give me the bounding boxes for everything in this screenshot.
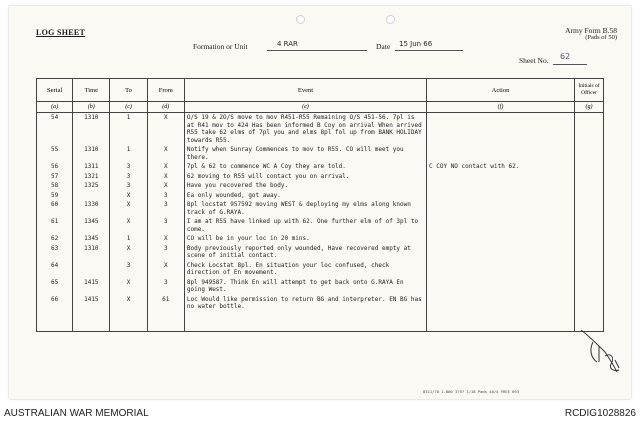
cell-initials <box>574 234 603 244</box>
formation-value: 4 RAR <box>277 40 298 48</box>
cell-to: 1 <box>110 113 147 146</box>
cell-time: 1415 <box>73 278 110 295</box>
table-row <box>37 162 604 172</box>
cell-time: 1415 <box>73 295 110 332</box>
cell-to: X <box>110 200 147 217</box>
cell-time: 1330 <box>73 200 110 217</box>
cell-to: 1 <box>110 145 147 162</box>
cell-initials <box>574 172 603 182</box>
cell-action <box>427 244 575 261</box>
cell-event: O/S 19 & 2O/S move to mov R451-R55 Remaining O/S 451-56. 7pl is at R41 mov to 424 Has been informed B Coy on arrival When arrived R55 take 62 elms of 7pl you and elms 8pl fol up from BANK HOLIDAY towards R55. <box>184 113 426 146</box>
cell-serial: 61 <box>37 217 73 234</box>
cell-action <box>427 172 575 182</box>
table-row <box>37 261 604 278</box>
sheet-number-underline <box>553 64 587 65</box>
cell-to: X <box>110 244 147 261</box>
table-row <box>37 244 604 261</box>
cell-from: X <box>147 145 184 162</box>
table-letter-row <box>37 102 604 113</box>
cell-serial: 57 <box>37 172 73 182</box>
cell-initials <box>574 162 603 172</box>
footer-reference: RCDIG1028826 <box>564 408 636 419</box>
formation-underline <box>267 50 367 51</box>
cell-serial: 62 <box>37 234 73 244</box>
cell-time: 1345 <box>73 217 110 234</box>
date-value: 15 Jun 66 <box>399 40 433 48</box>
letter-c: (c) <box>110 102 147 113</box>
army-form-number: Army Form B.58 <box>565 26 617 35</box>
sheet-number-value: 62 <box>560 52 571 61</box>
cell-action <box>427 295 575 332</box>
punch-hole-left <box>296 15 305 24</box>
table-row <box>37 234 604 244</box>
cell-event: Notify when Sunray Commences to mov to R55. CO will meet you there. <box>184 145 426 162</box>
cell-time: 1310 <box>73 113 110 146</box>
cell-to: X <box>110 191 147 201</box>
cell-to: X <box>110 278 147 295</box>
cell-initials <box>574 191 603 201</box>
table-row <box>37 191 604 201</box>
cell-initials <box>574 278 603 295</box>
cell-serial: 65 <box>37 278 73 295</box>
letter-f: (f) <box>427 102 575 113</box>
table-header-row <box>37 79 604 102</box>
cell-to: X <box>110 217 147 234</box>
cell-initials <box>574 200 603 217</box>
cell-initials <box>574 261 603 278</box>
cell-from: X <box>147 234 184 244</box>
form-title: LOG SHEET <box>36 28 86 37</box>
cell-serial: 60 <box>37 200 73 217</box>
cell-event: I am at R55 have linked up with 62. One further elm of of 3pl to come. <box>184 217 426 234</box>
pads-note: (Pads of 50) <box>585 34 617 41</box>
cell-event: 8pl 949587. Think En will attempt to get back onto G.RAYA En going West. <box>184 278 426 295</box>
cell-serial: 58 <box>37 181 73 191</box>
cell-from: 61 <box>147 295 184 332</box>
date-label: Date <box>376 42 391 51</box>
sheet-number-label: Sheet No. <box>519 56 549 65</box>
header-serial: Serial <box>37 79 73 102</box>
cell-time: 1325 <box>73 181 110 191</box>
cell-from: X <box>147 181 184 191</box>
table-row <box>37 217 604 234</box>
punch-hole-right <box>386 15 395 24</box>
print-code: 8311/70 1.000 3?97 1/18 Pads 40/4 FREE 693 <box>423 389 520 394</box>
cell-from: X <box>147 172 184 182</box>
cell-time: 1321 <box>73 172 110 182</box>
cell-serial: 59 <box>37 191 73 201</box>
log-table <box>36 78 604 332</box>
table-row <box>37 278 604 295</box>
cell-event: Check Locstat 8pl. En situation your loc confused, check direction of En movement. <box>184 261 426 278</box>
cell-event: Loc Would like permission to return BG and interpreter. EN BG has no water bottle. <box>184 295 426 332</box>
header-time: Time <box>73 79 110 102</box>
header-to: To <box>110 79 147 102</box>
header-event: Event <box>184 79 426 102</box>
cell-serial: 64 <box>37 261 73 278</box>
cell-from: 3 <box>147 278 184 295</box>
cell-serial: 55 <box>37 145 73 162</box>
table-row <box>37 172 604 182</box>
cell-serial: 66 <box>37 295 73 332</box>
date-underline <box>395 50 463 51</box>
cell-initials <box>574 217 603 234</box>
cell-event: CO will be in your loc in 20 mins. <box>184 234 426 244</box>
cell-serial: 63 <box>37 244 73 261</box>
cell-action <box>427 217 575 234</box>
cell-time: 1311 <box>73 162 110 172</box>
log-sheet-page <box>9 6 631 399</box>
cell-to: 3 <box>110 261 147 278</box>
table-row <box>37 295 604 332</box>
cell-from: 3 <box>147 200 184 217</box>
cell-from: 3 <box>147 217 184 234</box>
cell-action <box>427 181 575 191</box>
cell-serial: 56 <box>37 162 73 172</box>
cell-action <box>427 261 575 278</box>
cell-to: X <box>110 295 147 332</box>
formation-label: Formation or Unit <box>193 42 248 51</box>
header-from: From <box>147 79 184 102</box>
cell-to: 1 <box>110 234 147 244</box>
table-row <box>37 181 604 191</box>
cell-initials <box>574 145 603 162</box>
cell-initials <box>574 244 603 261</box>
cell-to: 3 <box>110 181 147 191</box>
table-row <box>37 145 604 162</box>
cell-action <box>427 278 575 295</box>
cell-time <box>73 191 110 201</box>
cell-action <box>427 113 575 146</box>
header-action: Action <box>427 79 575 102</box>
letter-g: (g) <box>574 102 603 113</box>
letter-e: (e) <box>184 102 426 113</box>
cell-time: 1345 <box>73 234 110 244</box>
cell-serial: 54 <box>37 113 73 146</box>
table-row <box>37 200 604 217</box>
cell-event: 8pl locstat 957592 moving WEST & deploying my elms along known track of G.RAYA. <box>184 200 426 217</box>
cell-from: 3 <box>147 191 184 201</box>
table-row <box>37 113 604 146</box>
cell-event: 62 moving to R55 will contact you on arrival. <box>184 172 426 182</box>
cell-event: 7pl & 62 to commence WC A Coy they are told. <box>184 162 426 172</box>
cell-from: X <box>147 113 184 146</box>
letter-b: (b) <box>73 102 110 113</box>
cell-from: 3 <box>147 244 184 261</box>
cell-event: Ea only wounded, got away. <box>184 191 426 201</box>
cell-to: 3 <box>110 162 147 172</box>
cell-initials <box>574 113 603 146</box>
cell-time: 1310 <box>73 244 110 261</box>
cell-from: X <box>147 162 184 172</box>
cell-time: 1310 <box>73 145 110 162</box>
header-initials: Initials of Officer <box>574 79 603 102</box>
cell-from: X <box>147 261 184 278</box>
cell-event: Have you recovered the body. <box>184 181 426 191</box>
cell-action <box>427 145 575 162</box>
footer-institution: AUSTRALIAN WAR MEMORIAL <box>4 408 149 419</box>
letter-a: (a) <box>37 102 73 113</box>
cell-time <box>73 261 110 278</box>
cell-action <box>427 234 575 244</box>
log-table-body <box>37 113 604 332</box>
cell-action <box>427 191 575 201</box>
cell-action <box>427 200 575 217</box>
officer-signature <box>575 322 625 380</box>
cell-action: C COY NO contact with 62. <box>427 162 575 172</box>
cell-initials <box>574 181 603 191</box>
cell-event: Body previously reported only wounded, Have recovered empty at scene of initial contact. <box>184 244 426 261</box>
letter-d: (d) <box>147 102 184 113</box>
cell-to: 3 <box>110 172 147 182</box>
